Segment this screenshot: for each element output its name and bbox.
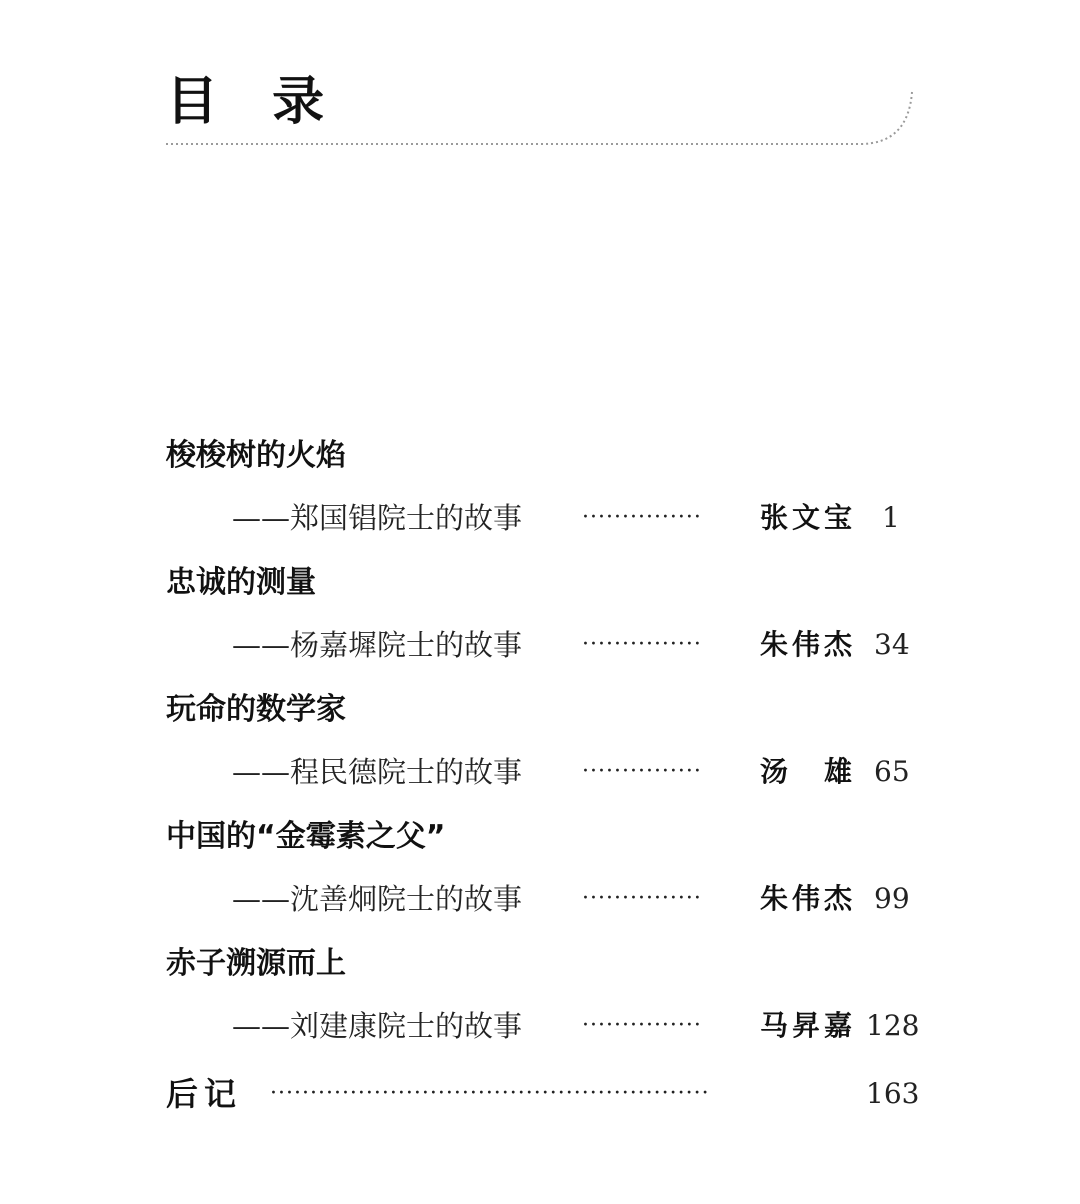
toc-leader-dots: ···············	[582, 505, 702, 530]
toc-entry-subtitle: ——杨嘉墀院士的故事	[232, 628, 523, 662]
toc-entry-author: 马昇嘉	[760, 1009, 857, 1042]
toc-entry-subtitle: ——郑国锠院士的故事	[232, 501, 523, 535]
toc-entry-author: 朱伟杰	[760, 628, 857, 661]
toc-leader-dots: ···············	[582, 886, 702, 911]
toc-entry-title[interactable]: 玩命的数学家	[166, 692, 346, 727]
title-divider	[0, 0, 1080, 200]
toc-postscript-title[interactable]: 后记	[166, 1075, 243, 1113]
toc-entry-title[interactable]: 梭梭树的火焰	[166, 438, 346, 473]
toc-entry-author: 汤 雄	[760, 755, 857, 788]
page-title: 目 录	[166, 72, 343, 132]
toc-entry-page[interactable]: 128	[866, 1009, 920, 1042]
toc-entry-author: 张文宝	[760, 501, 857, 534]
toc-leader-dots: ···············	[582, 632, 702, 657]
toc-entry-title[interactable]: 赤子溯源而上	[166, 946, 346, 981]
toc-entry-page[interactable]: 1	[882, 501, 900, 534]
toc-entry-subtitle: ——刘建康院士的故事	[232, 1009, 523, 1043]
toc-leader-dots: ···············	[582, 1013, 702, 1038]
toc-entry-subtitle: ——程民德院士的故事	[232, 755, 523, 789]
toc-entry-author: 朱伟杰	[760, 882, 857, 915]
toc-entry-title[interactable]: 忠诚的测量	[166, 565, 316, 600]
toc-entry-page[interactable]: 34	[874, 628, 910, 661]
toc-entry-page[interactable]: 99	[874, 882, 910, 915]
toc-leader-dots: ···············	[582, 759, 702, 784]
toc-entry-subtitle: ——沈善炯院士的故事	[232, 882, 523, 916]
toc-postscript-page[interactable]: 163	[866, 1077, 920, 1110]
toc-leader-dots: ·······················································	[270, 1081, 710, 1106]
toc-entry-page[interactable]: 65	[874, 755, 910, 788]
toc-entry-title[interactable]: 中国的“金霉素之父”	[166, 819, 446, 854]
